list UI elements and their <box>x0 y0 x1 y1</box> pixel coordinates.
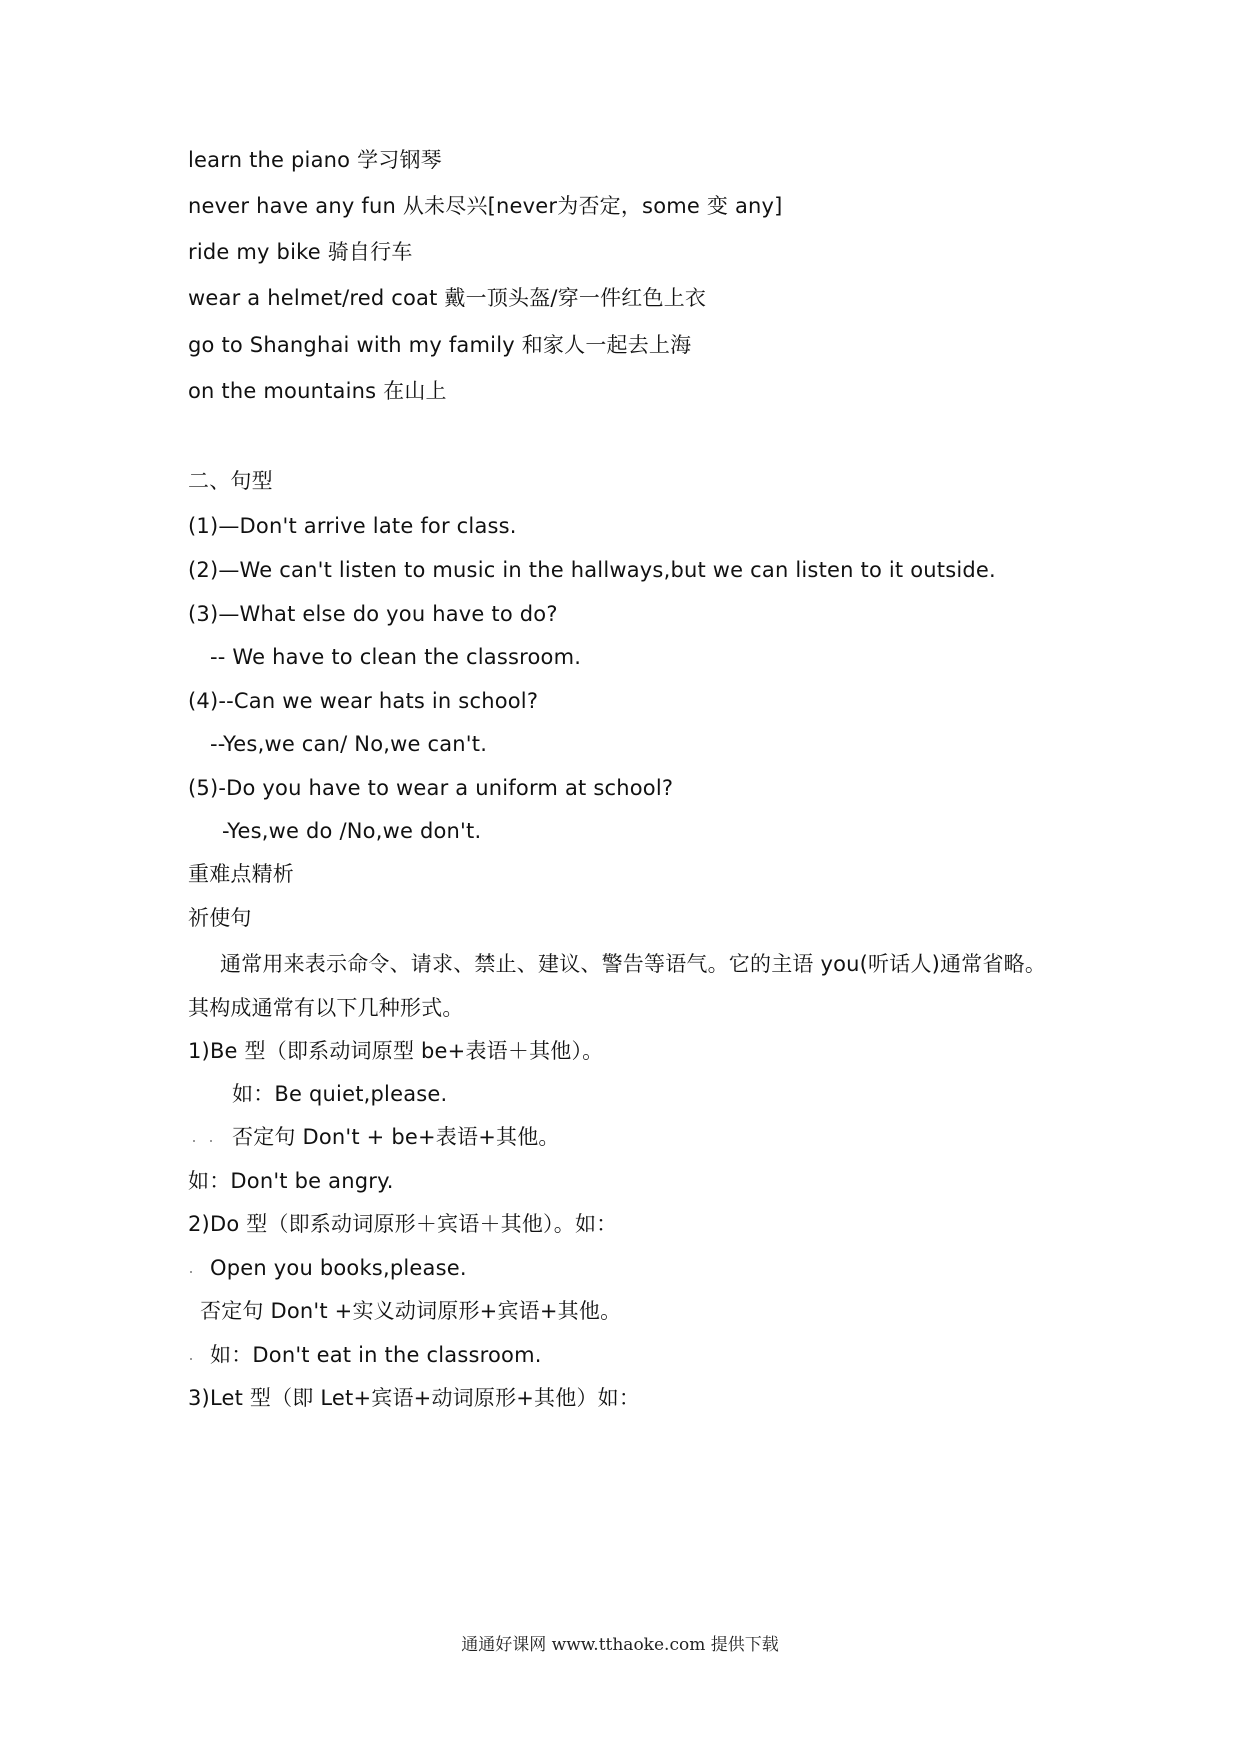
intro-paragraph-line: 通常用来表示命令、请求、禁止、建议、警告等语气。它的主语 you(听话人)通常省略。 <box>220 952 1047 976</box>
form-example: 如：Be quiet,please. <box>232 1082 448 1106</box>
phrase-line: learn the piano 学习钢琴 <box>188 148 442 172</box>
sentence-line: (1)—Don't arrive late for class. <box>188 514 517 538</box>
sentence-line: (2)—We can't listen to music in the hallways,but we can listen to it outside. <box>188 558 996 582</box>
phrase-line: on the mountains 在山上 <box>188 379 447 403</box>
sentence-line: (4)--Can we wear hats in school? <box>188 689 539 713</box>
analysis-title: 重难点精析 <box>188 862 294 886</box>
phrase-line: never have any fun 从未尽兴[never为否定，some 变 any] <box>188 194 783 218</box>
form-line: 3)Let 型（即 Let+宾语+动词原形+其他）如： <box>188 1386 641 1410</box>
phrase-line: go to Shanghai with my family 和家人一起去上海 <box>188 333 692 357</box>
section-title: 二、句型 <box>188 469 273 493</box>
form-line: 否定句 Don't + be+表语+其他。 <box>232 1125 560 1149</box>
sentence-line: --Yes,we can/ No,we can't. <box>210 732 488 756</box>
form-line: 否定句 Don't +实义动词原形+宾语+其他。 <box>200 1299 622 1323</box>
form-example: Open you books,please. <box>210 1256 467 1280</box>
intro-paragraph-line: 其构成通常有以下几种形式。 <box>188 996 464 1020</box>
form-line: 2)Do 型（即系动词原形＋宾语＋其他）。如： <box>188 1212 618 1236</box>
form-example: 如：Don't be angry. <box>188 1169 394 1193</box>
form-line: 1)Be 型（即系动词原型 be+表语＋其他）。 <box>188 1039 604 1063</box>
imperative-title: 祈使句 <box>188 906 252 930</box>
scan-dot <box>193 1140 195 1142</box>
sentence-line: -Yes,we do /No,we don't. <box>222 819 482 843</box>
sentence-line: (5)-Do you have to wear a uniform at school? <box>188 776 674 800</box>
page-footer: 通通好课网 www.tthaoke.com 提供下载 <box>461 1635 779 1655</box>
form-example: 如：Don't eat in the classroom. <box>210 1343 542 1367</box>
scan-dot <box>190 1271 192 1273</box>
sentence-line: (3)—What else do you have to do? <box>188 602 558 626</box>
phrase-line: wear a helmet/red coat 戴一顶头盔/穿一件红色上衣 <box>188 286 707 310</box>
sentence-line: -- We have to clean the classroom. <box>210 645 582 669</box>
scan-dot <box>190 1358 192 1360</box>
scan-dot <box>210 1140 212 1142</box>
phrase-line: ride my bike 骑自行车 <box>188 240 413 264</box>
